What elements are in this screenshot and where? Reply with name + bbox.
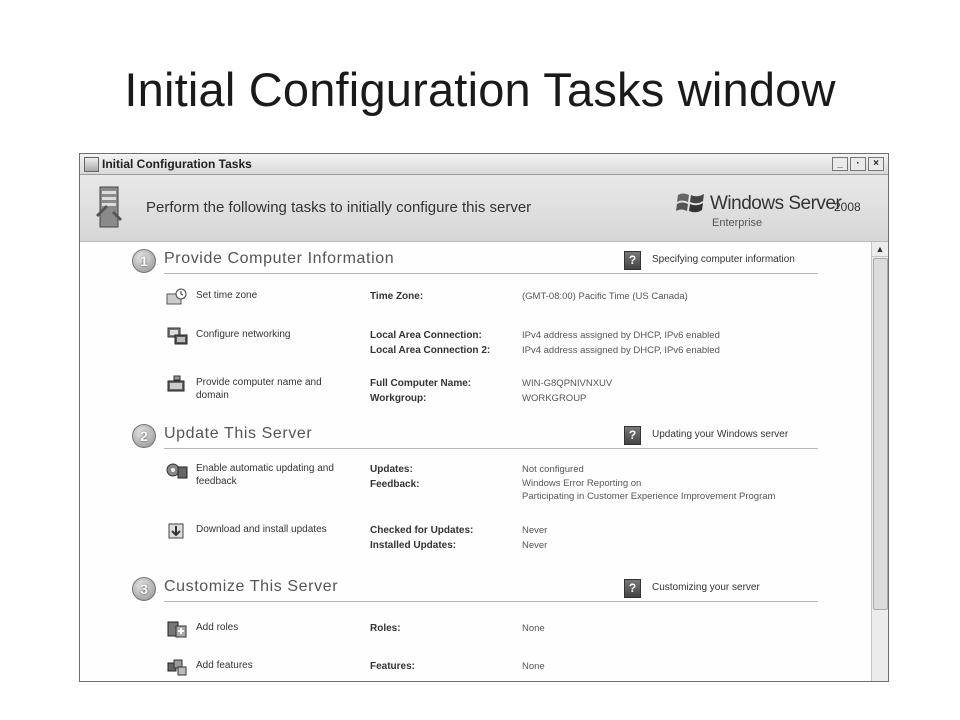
vertical-scrollbar[interactable] [871,242,888,681]
initial-configuration-window [79,153,889,682]
download-icon [166,522,188,540]
field-value: Never [522,525,548,536]
scroll-up-arrow-icon[interactable]: ▲ [872,242,888,257]
windows-server-logo [676,189,876,233]
task-list [80,242,871,681]
help-icon: ? [624,426,641,445]
window-icon [84,157,99,172]
computer-name-icon [166,375,188,393]
auto-update-icon [166,461,188,479]
field-label: Features: [370,661,416,672]
window-title: Initial Configuration Tasks [102,157,252,171]
field-value: Not configured [522,464,584,475]
field-label: Local Area Connection 2: [370,345,491,356]
field-value: IPv4 address assigned by DHCP, IPv6 enabled [522,330,720,341]
section-number-badge: 2 [132,424,156,448]
windows-flag-icon [676,191,706,213]
help-icon: ? [624,251,641,270]
help-link[interactable]: Customizing your server [652,582,760,593]
server-tools-icon [94,185,124,231]
section-provide-computer-information [132,249,818,277]
minimize-button[interactable]: _ [832,157,848,171]
section-title: Customize This Server [164,578,339,595]
field-label: Time Zone: [370,291,424,302]
task-link[interactable]: Enable automatic updating and feedback [196,463,334,487]
section-title: Provide Computer Information [164,250,395,267]
help-icon: ? [624,579,641,598]
field-value: (GMT-08:00) Pacific Time (US Canada) [522,291,688,302]
close-button[interactable]: × [868,157,884,171]
task-link[interactable]: Configure networking [196,329,291,340]
instruction-text: Perform the following tasks to initially configure this server [146,199,532,216]
add-features-icon [166,658,188,676]
field-value: None [522,661,545,672]
task-link[interactable]: Add features [196,660,253,671]
section-number-badge: 3 [132,577,156,601]
clock-icon [166,288,188,306]
section-title: Update This Server [164,425,313,442]
field-value: Windows Error Reporting on [522,478,642,489]
brand-year: 2008 [834,200,861,214]
field-label: Workgroup: [370,393,427,404]
section-divider [164,448,818,449]
field-label: Feedback: [370,479,420,490]
section-divider [164,601,818,602]
brand-edition: Enterprise [712,217,763,229]
section-update-this-server [132,424,818,452]
slide-title: Initial Configuration Tasks window [124,63,836,116]
task-link[interactable]: Set time zone [196,290,258,301]
task-link[interactable]: Add roles [196,622,239,633]
field-label: Full Computer Name: [370,378,472,389]
field-value: Participating in Customer Experience Improvement Program [522,491,776,502]
field-label: Roles: [370,623,401,634]
task-link[interactable]: Download and install updates [196,524,327,535]
scrollbar-thumb[interactable] [873,258,888,610]
field-label: Installed Updates: [370,540,457,551]
field-value: None [522,623,545,634]
field-value: WIN-G8QPNIVNXUV [522,378,613,389]
task-link[interactable]: Provide computer name and domain [196,377,322,401]
help-link[interactable]: Specifying computer information [652,254,795,265]
network-icon [166,327,188,345]
field-label: Local Area Connection: [370,330,482,341]
field-label: Checked for Updates: [370,525,474,536]
header-banner [80,175,888,242]
section-divider [164,273,818,274]
help-link[interactable]: Updating your Windows server [652,429,789,440]
field-label: Updates: [370,464,413,475]
restore-button[interactable]: · [850,157,866,171]
section-number-badge: 1 [132,249,156,273]
brand-name: Windows Server [710,193,842,214]
field-value: IPv4 address assigned by DHCP, IPv6 enabled [522,345,720,356]
title-bar[interactable] [80,154,888,175]
field-value: WORKGROUP [522,393,587,404]
add-roles-icon [166,620,188,638]
section-customize-this-server [132,577,818,605]
field-value: Never [522,540,548,551]
